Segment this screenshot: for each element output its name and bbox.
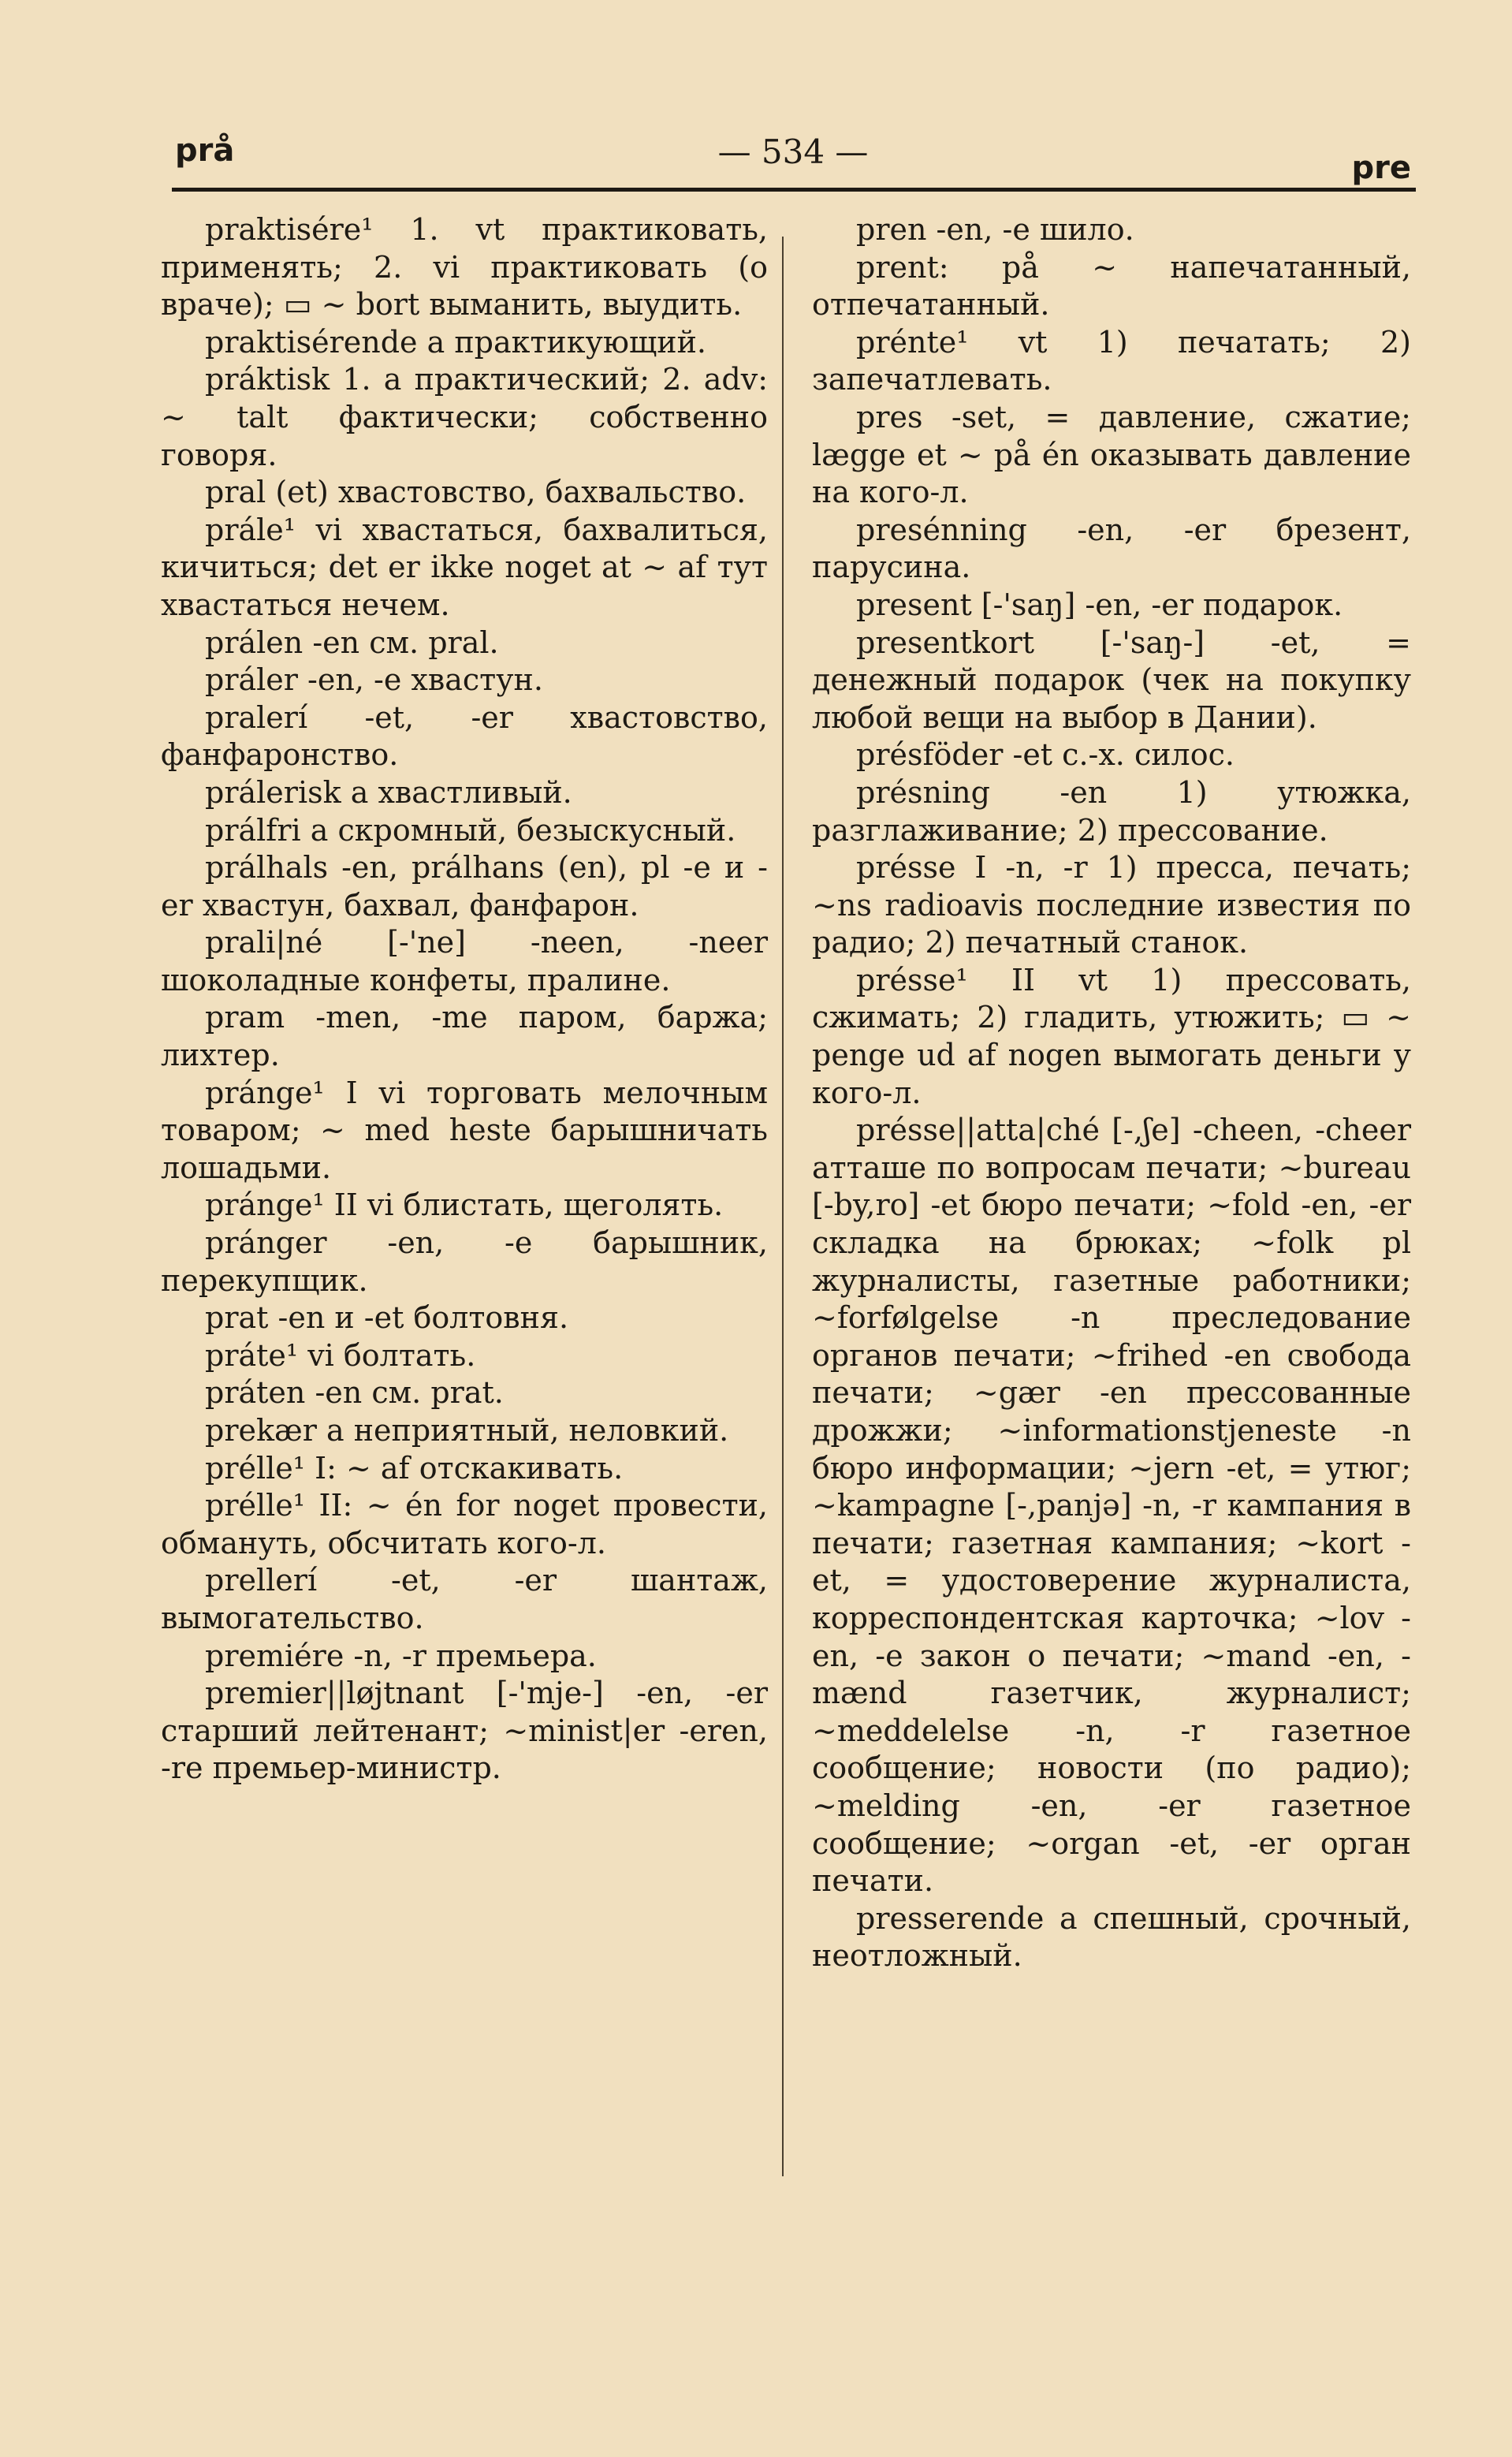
entry: pres -set, = давление, сжатие; lægge et ~ på én оказывать давление на кого-л. (812, 399, 1411, 510)
entry: pren -en, -e шило. (856, 212, 1134, 247)
entry: pralerí -et, -er хвастовство, фанфаронство. (161, 699, 768, 773)
entry: práten -en см. prat. (205, 1375, 504, 1411)
entry: premiére -n, -r премьера. (205, 1638, 597, 1673)
entry: prálhals -en, prálhans (en), pl -e и -er хвастун, бахвал, фанфарон. (161, 850, 768, 923)
page-header (175, 132, 1411, 196)
entry: prélle¹ I: ~ af отскакивать. (205, 1450, 624, 1486)
entry: prekær a неприятный, неловкий. (205, 1413, 729, 1448)
entry: présning -en 1) утюжка, разглаживание; 2) прессование. (812, 774, 1411, 848)
entry: pránge¹ I vi торговать мелочным товаром; ~ med heste барышничать лошадьми. (161, 1075, 768, 1185)
entry: prat -en и -et болтовня. (205, 1300, 569, 1336)
column-divider (782, 237, 784, 2176)
entry: pram -men, -me паром, баржа; лихтер. (161, 1000, 768, 1073)
entry: pral (et) хвастовство, бахвальство. (205, 475, 747, 510)
header-right-guideword: pre (1351, 150, 1411, 186)
entry: présse I -n, -r 1) пресса, печать; ~ns radioavis последние известия по радио; 2) печатный станок. (812, 850, 1411, 960)
entry: práte¹ vi болтать. (205, 1337, 476, 1373)
entry: prellerí -et, -er шантаж, вымогательство. (161, 1563, 768, 1635)
entry: práktisk 1. a практический; 2. adv: ~ talt фактически; собственно говоря. (161, 362, 768, 472)
entry: prálen -en см. pral. (205, 625, 499, 660)
header-left-guideword: prå (175, 132, 235, 169)
entry: prent: på ~ напечатанный, отпечатанный. (812, 249, 1411, 323)
entry: praktisére¹ 1. vt практиковать, применять; 2. vi практиковать (о враче); ▭ ~ bort выманить, выудить. (161, 212, 768, 323)
left-column (161, 211, 768, 1788)
entry: prali|né [-'ne] -neen, -neer шоколадные конфеты, пралине. (161, 925, 768, 997)
page-number: — 534 — (717, 132, 869, 171)
entry: prálfri a скромный, безыскусный. (205, 812, 736, 848)
entry: pránger -en, -e барышник, перекупщик. (161, 1225, 768, 1298)
entry: praktisérende a практикующий. (205, 324, 706, 360)
entry: prélle¹ II: ~ én for noget провести, обмануть, обсчитать кого-л. (161, 1488, 768, 1560)
entry: premier||løjtnant [-'mje-] -en, -er старший лейтенант; ~minist|er -eren, -re премьер-министр. (161, 1676, 768, 1786)
entry: présföder -et с.-х. силос. (856, 737, 1235, 773)
entry: presentkort [-'saŋ-] -et, = денежный подарок (чек на покупку любой вещи на выбор в Дании). (812, 625, 1411, 735)
entry: pránge¹ II vi блистать, щеголять. (205, 1187, 724, 1223)
entry: présse||atta|ché [-,ʃe] -cheen, -cheer атташе по вопросам печати; ~bureau [-by,ro] -et бюро печати; ~fold -en, -er складка на брюках; ~folk pl журналисты, газетные работники; ~forfølgelse -n преследование органов печати; ~frihed -en свобода печати; ~gær -en прессованные дрожжи; ~informationstjeneste -n бюро информации; ~jern -et, = утюг; ~kampagne [-,panjə] -n, -r кампания в печати; газетная кампания; ~kort -et, = удостоверение журналиста, корреспондентская карточка; ~lov -en, -e закон о печати; ~mand -en, -mænd газетчик, журналист; ~meddelelse -n, -r газетное сообщение; новости (по радио); ~melding -en, -er газетное сообщение; ~organ -et, -er орган печати. (812, 1113, 1411, 1899)
entry: prálerisk a хвастливый. (205, 774, 572, 810)
entry: práler -en, -e хвастун. (205, 662, 543, 698)
entry: presserende a спешный, срочный, неотложный. (812, 1900, 1411, 1974)
entry: prénte¹ vt 1) печатать; 2) запечатлевать. (812, 324, 1411, 397)
entry: présse¹ II vt 1) прессовать, сжимать; 2) гладить, утюжить; ▭ ~ penge ud af nogen вымогать деньги у кого-л. (812, 962, 1411, 1110)
entry: present [-'saŋ] -en, -er подарок. (856, 587, 1343, 622)
entry: prále¹ vi хвастаться, бахвалиться, кичиться; det er ikke noget at ~ af тут хвастаться нечем. (161, 512, 768, 622)
entry: presénning -en, -er брезент, парусина. (812, 512, 1411, 585)
right-column (812, 211, 1411, 1975)
header-rule (172, 188, 1416, 192)
